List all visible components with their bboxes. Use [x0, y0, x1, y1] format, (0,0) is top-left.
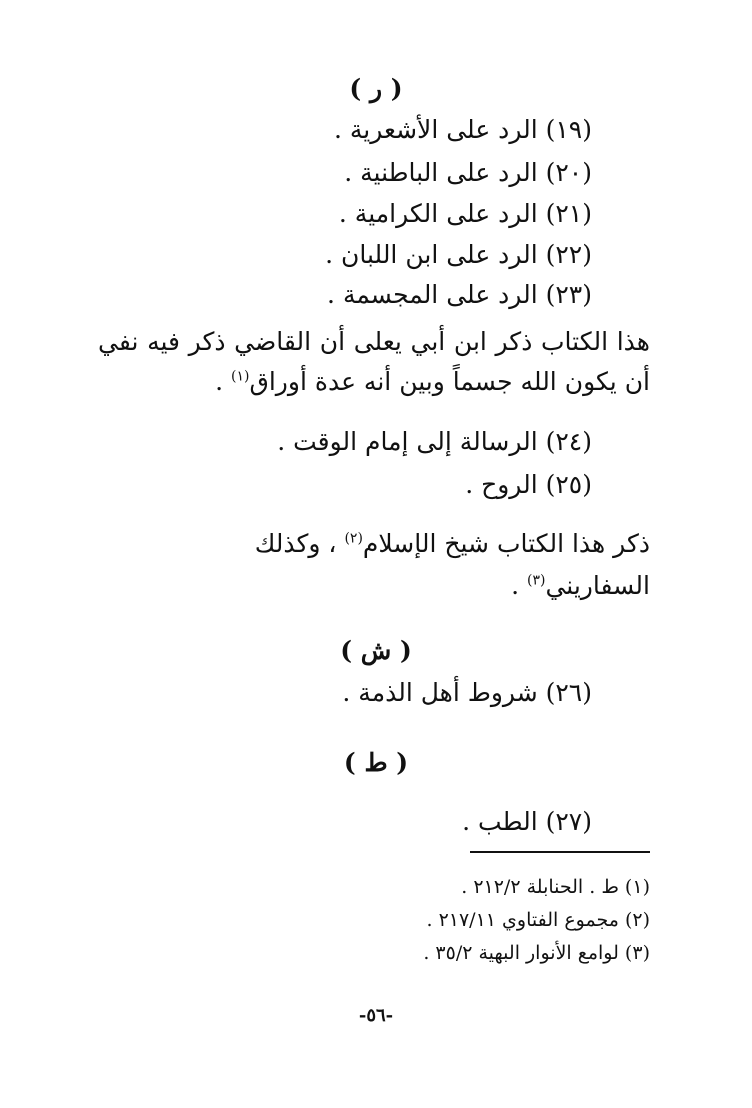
paragraph-text: ذكر هذا الكتاب شيخ الإسلام: [362, 529, 650, 558]
section-heading-ra: ( ر ): [349, 74, 403, 103]
paragraph-text: .: [215, 367, 231, 396]
list-item: (٢٠) الرد على الباطنية .: [344, 158, 592, 187]
paragraph-line: [98, 568, 650, 604]
footnote: (٢) مجموع الفتاوي ٢١٧/١١ .: [426, 909, 650, 931]
paragraph-line: هذا الكتاب ذكر ابن أبي يعلى أن القاضي ذكر فيه نفي: [98, 327, 650, 356]
footnote: (١) ط . الحنابلة ٢١٢/٢ .: [461, 876, 650, 898]
paragraph-text: أن يكون الله جسماً وبين أنه عدة أوراق: [249, 367, 650, 396]
footnote-ref: (١): [231, 368, 250, 385]
footnote-divider: [470, 851, 650, 853]
footnote-ref: (٢): [344, 530, 363, 547]
list-item: (٢٤) الرسالة إلى إمام الوقت .: [277, 427, 592, 456]
footnote-ref: (٣): [526, 572, 546, 589]
list-item: (٢٦) شروط أهل الذمة .: [342, 678, 592, 707]
list-item: (٢٧) الطب .: [462, 807, 592, 836]
paragraph-text: ، وكذلك: [254, 529, 345, 558]
section-heading-sheen: ( ش ): [340, 636, 412, 665]
paragraph-text: .: [511, 571, 527, 600]
page-number: -٥٦-: [358, 1005, 394, 1026]
section-heading-ta: ( ط ): [343, 748, 409, 777]
paragraph-line: [98, 526, 650, 562]
list-item: (٢٥) الروح .: [465, 470, 592, 499]
list-item: (٢٣) الرد على المجسمة .: [327, 280, 592, 309]
list-item: (٢١) الرد على الكرامية .: [338, 199, 592, 228]
list-item: (٢٢) الرد على ابن اللبان .: [325, 240, 592, 269]
paragraph-text: السفاريني: [545, 571, 650, 600]
list-item: (١٩) الرد على الأشعرية .: [334, 115, 592, 144]
footnote: (٣) لوامع الأنوار البهية ٣٥/٢ .: [423, 942, 650, 964]
paragraph-line: [98, 364, 650, 400]
